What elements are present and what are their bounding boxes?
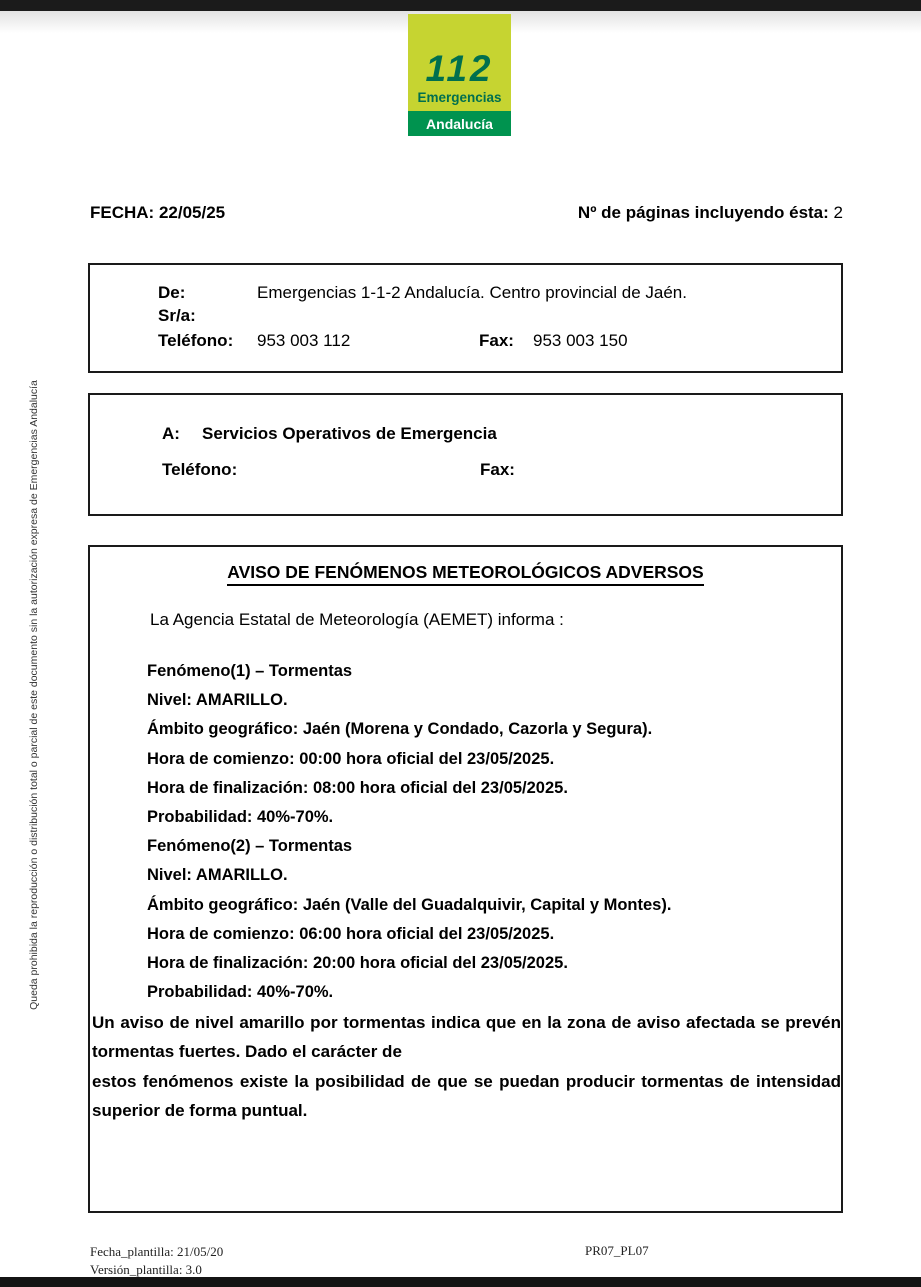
warning-intro: La Agencia Estatal de Meteorología (AEMET) informa : — [150, 610, 564, 629]
footer-template-info — [90, 1243, 223, 1279]
ambito-2-line: Ámbito geográfico: Jaén (Valle del Guadalquivir, Capital y Montes). — [147, 895, 672, 914]
probabilidad-2-line: Probabilidad: 40%-70%. — [147, 983, 334, 1002]
pages-value: 2 — [833, 203, 843, 222]
sender-telefono-label: Teléfono: — [158, 331, 234, 350]
logo-emergencias-label: Emergencias — [417, 90, 502, 105]
warning-detail-lines — [147, 657, 833, 1007]
logo-112-emergencias-andalucia — [408, 14, 511, 136]
logo-andalucia-label: Andalucía — [426, 115, 493, 132]
sender-box — [88, 263, 843, 373]
a-label: A: — [162, 424, 180, 443]
footer-fecha-plantilla: Fecha_plantilla: 21/05/20 — [90, 1244, 224, 1259]
sender-fax-value: 953 003 150 — [533, 331, 628, 350]
top-scan-bar — [0, 0, 921, 11]
logo-yellow-panel — [408, 14, 511, 111]
recipient-telefono-label: Teléfono: — [162, 460, 238, 479]
recipient-fax-label: Fax: — [480, 460, 515, 479]
de-label: De: — [158, 283, 186, 302]
logo-andalucia-strip — [408, 111, 511, 136]
copyright-side-note: Queda prohibida la reproducción o distribución total o parcial de este documento sin la autorización expresa de Emergencias Andalucía — [28, 380, 40, 1010]
nivel-1-line: Nivel: AMARILLO. — [147, 691, 288, 710]
finalizacion-1-line: Hora de finalización: 08:00 hora oficial del 23/05/2025. — [147, 778, 568, 797]
explanation-line-3: estos fenómenos existe la posibilidad de que se puedan producir tormentas de intensidad — [92, 1071, 841, 1091]
warning-explanation-paragraph — [92, 1008, 841, 1125]
bottom-scan-bar — [0, 1277, 921, 1287]
explanation-line-1: Un aviso de nivel amarillo por tormentas indica que en la zona de aviso afectada se prevén — [92, 1013, 841, 1032]
comienzo-2-line: Hora de comienzo: 06:00 hora oficial del 23/05/2025. — [147, 924, 555, 943]
fecha-value: FECHA: 22/05/25 — [90, 203, 226, 222]
probabilidad-1-line: Probabilidad: 40%-70%. — [147, 807, 334, 826]
nivel-2-line: Nivel: AMARILLO. — [147, 866, 288, 885]
sender-telefono-value: 953 003 112 — [257, 331, 351, 350]
a-value: Servicios Operativos de Emergencia — [202, 424, 497, 443]
footer-version-plantilla: Versión_plantilla: 3.0 — [90, 1262, 202, 1277]
explanation-line-4: superior de forma puntual. — [92, 1100, 308, 1120]
sra-label: Sr/a: — [158, 306, 196, 325]
comienzo-1-line: Hora de comienzo: 00:00 hora oficial del 23/05/2025. — [147, 749, 555, 768]
logo-112-number: 112 — [425, 48, 494, 89]
weather-warning-box — [88, 545, 843, 1213]
recipient-box — [88, 393, 843, 516]
fenomeno-2-line: Fenómeno(2) – Tormentas — [147, 837, 353, 856]
de-value: Emergencias 1-1-2 Andalucía. Centro provincial de Jaén. — [257, 283, 687, 302]
warning-title: AVISO DE FENÓMENOS METEOROLÓGICOS ADVERSOS — [227, 562, 703, 586]
pages-count — [578, 203, 843, 223]
footer-document-code: PR07_PL07 — [585, 1243, 649, 1258]
ambito-1-line: Ámbito geográfico: Jaén (Morena y Condado, Cazorla y Segura). — [147, 720, 653, 739]
explanation-line-2: tormentas fuertes. Dado el carácter de — [92, 1042, 402, 1062]
date-and-pages-row — [90, 203, 843, 223]
pages-label: Nº de páginas incluyendo ésta: — [577, 203, 829, 222]
fenomeno-1-line: Fenómeno(1) – Tormentas — [147, 662, 353, 680]
sender-fax-label: Fax: — [479, 331, 514, 350]
finalizacion-2-line: Hora de finalización: 20:00 hora oficial del 23/05/2025. — [147, 953, 568, 972]
